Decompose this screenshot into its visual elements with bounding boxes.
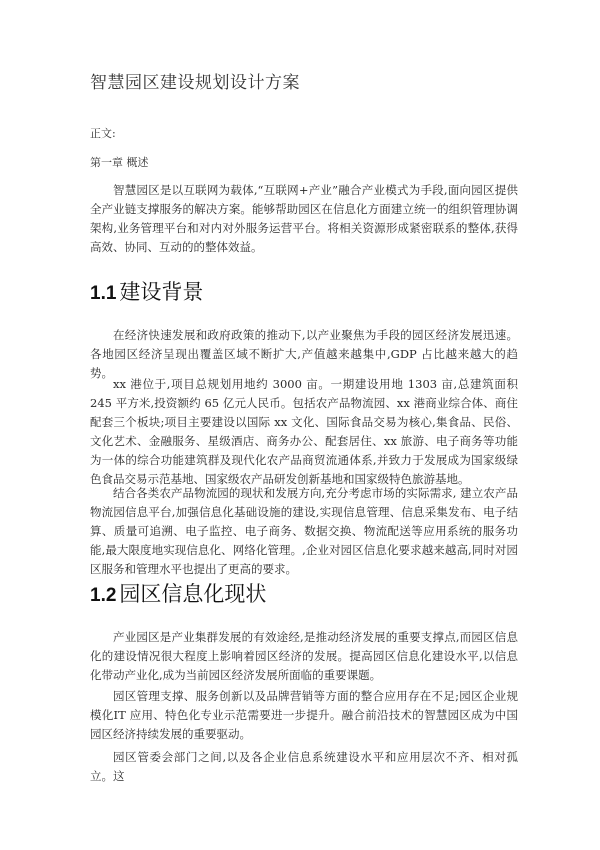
paragraph: 在经济快速发展和政府政策的推动下,以产业聚焦为手段的园区经济发展迅速。各地园区经济呈现出覆盖区域不断扩大,产值越来越集中,GDP 占比越来越大的趋势。 <box>90 328 518 380</box>
section-heading-1-2 <box>90 578 266 608</box>
section-heading-1-1 <box>90 276 203 306</box>
body-label: 正文: <box>90 127 116 140</box>
section-number: 1.1 <box>90 283 117 304</box>
section-number: 1.2 <box>90 585 117 606</box>
document-title: 智慧园区建设规划设计方案 <box>90 73 300 93</box>
paragraph: 园区管委会部门之间,以及各企业信息系统建设水平和应用层次不齐、相对孤立。这 <box>90 750 518 783</box>
paragraph: xx 港位于,项目总规划用地约 3000 亩。一期建设用地 1303 亩,总建筑面积 245 平方米,投资额约 65 亿元人民币。包括农产品物流园、xx 港商业综合体、商住配套三个板块;项目主要建设以国际 xx 文化、国际食品交易为核心,集食品、民俗、文化艺术、金融服务、星级酒店、商务办公、配套居住、xx 旅游、电子商务等功能为一体的综合功能建筑群及现代化农产品商贸流通体系,并致力于发展成为国家级绿色食品交易示范基地、国家级农产品研发创新基地和国家级特色旅游基地。 <box>90 377 518 486</box>
paragraph: 园区管理支撑、服务创新以及品牌营销等方面的整合应用存在不足;园区企业规模化IT 应用、特色化专业示范需要进一步提升。融合前沿技术的智慧园区成为中国园区经济持续发展的重要驱动。 <box>90 689 518 741</box>
paragraph: 产业园区是产业集群发展的有效途经,是推动经济发展的重要支撑点,而园区信息化的建设情况很大程度上影响着园区经济的发展。提高园区信息化建设水平,以信息化带动产业化,成为当前园区经济发展所面临的重要课题。 <box>90 630 518 682</box>
section-title: 园区信息化现状 <box>119 582 267 606</box>
paragraph: 结合各类农产品物流园的现状和发展方向,充分考虑市场的实际需求, 建立农产品物流园信息平台,加强信息化基础设施的建设,实现信息管理、信息采集发布、电子结算、质量可追溯、电子监控、电子商务、数据交换、物流配送等应用系统的服务功能,最大限度地实现信息化、网络化管理。,企业对园区信息化要求越来越高,同时对园区服务和管理水平也提出了更高的要求。 <box>90 486 518 576</box>
intro-paragraph: 智慧园区是以互联网为载体,“互联网+产业”融合产业模式为手段,面向园区提供全产业链支撑服务的解决方案。能够帮助园区在信息化方面建立统一的组织管理协调架构,业务管理平台和对内对外服务运营平台。将相关资源形成紧密联系的整体,获得高效、协同、互动的的整体效益。 <box>90 183 518 254</box>
section-title: 建设背景 <box>119 280 204 304</box>
chapter-heading: 第一章 概述 <box>90 156 149 169</box>
